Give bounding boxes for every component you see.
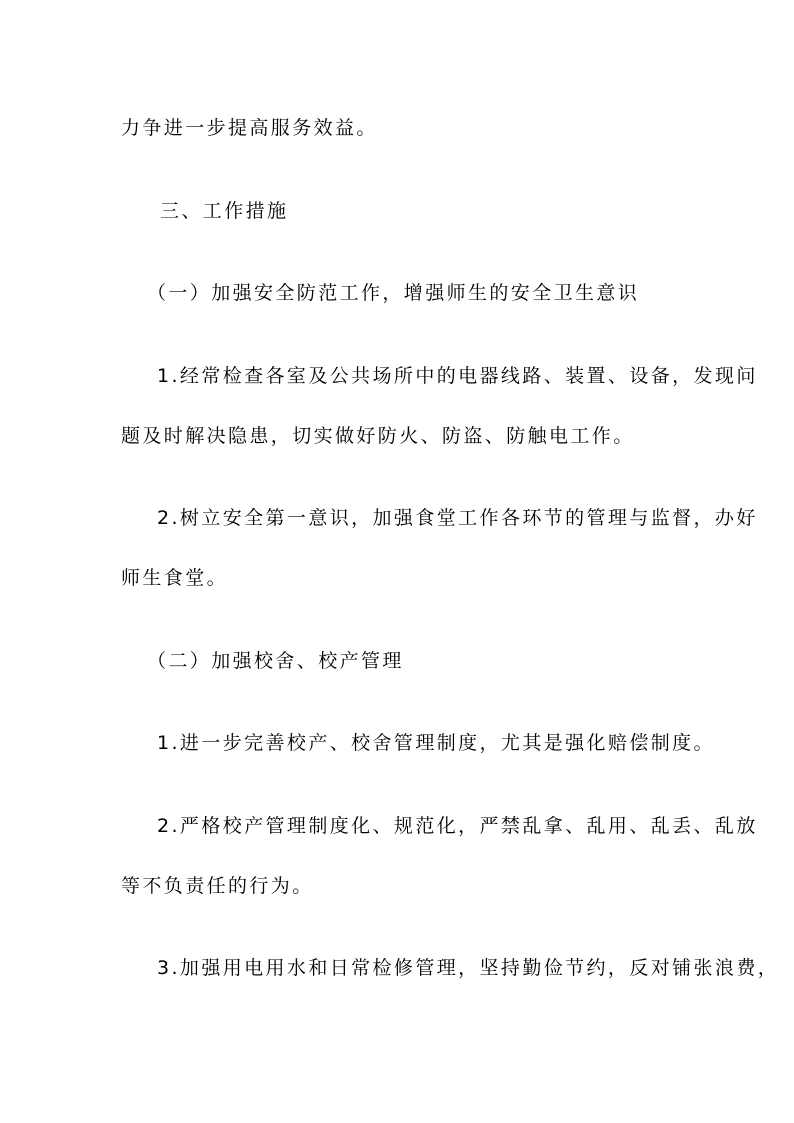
section-heading: 三、工作措施 — [160, 200, 289, 222]
item-2-1-line-1: 1.进一步完善校产、校舍管理制度，尤其是强化赔偿制度。 — [157, 732, 715, 754]
item-2-line-1: 2.树立安全第一意识，加强食堂工作各环节的管理与监督，办好 — [157, 507, 758, 529]
paragraph-line-continuation: 力争进一步提高服务效益。 — [121, 117, 378, 139]
subsection-heading-1: （一）加强安全防范工作，增强师生的安全卫生意识 — [147, 282, 640, 304]
subsection-heading-2: （二）加强校舍、校产管理 — [147, 650, 404, 672]
item-1-line-1: 1.经常检查各室及公共场所中的电器线路、装置、设备，发现问 — [157, 365, 758, 387]
item-2-2-line-1: 2.严格校产管理制度化、规范化，严禁乱拿、乱用、乱丢、乱放 — [157, 815, 758, 837]
item-2-line-2: 师生食堂。 — [121, 567, 229, 589]
item-2-2-line-2: 等不负责任的行为。 — [121, 875, 314, 897]
item-1-line-2: 题及时解决隐患，切实做好防火、防盗、防触电工作。 — [121, 425, 635, 447]
item-2-3-line-1: 3.加强用电用水和日常检修管理，坚持勤俭节约，反对铺张浪费， — [157, 957, 780, 979]
